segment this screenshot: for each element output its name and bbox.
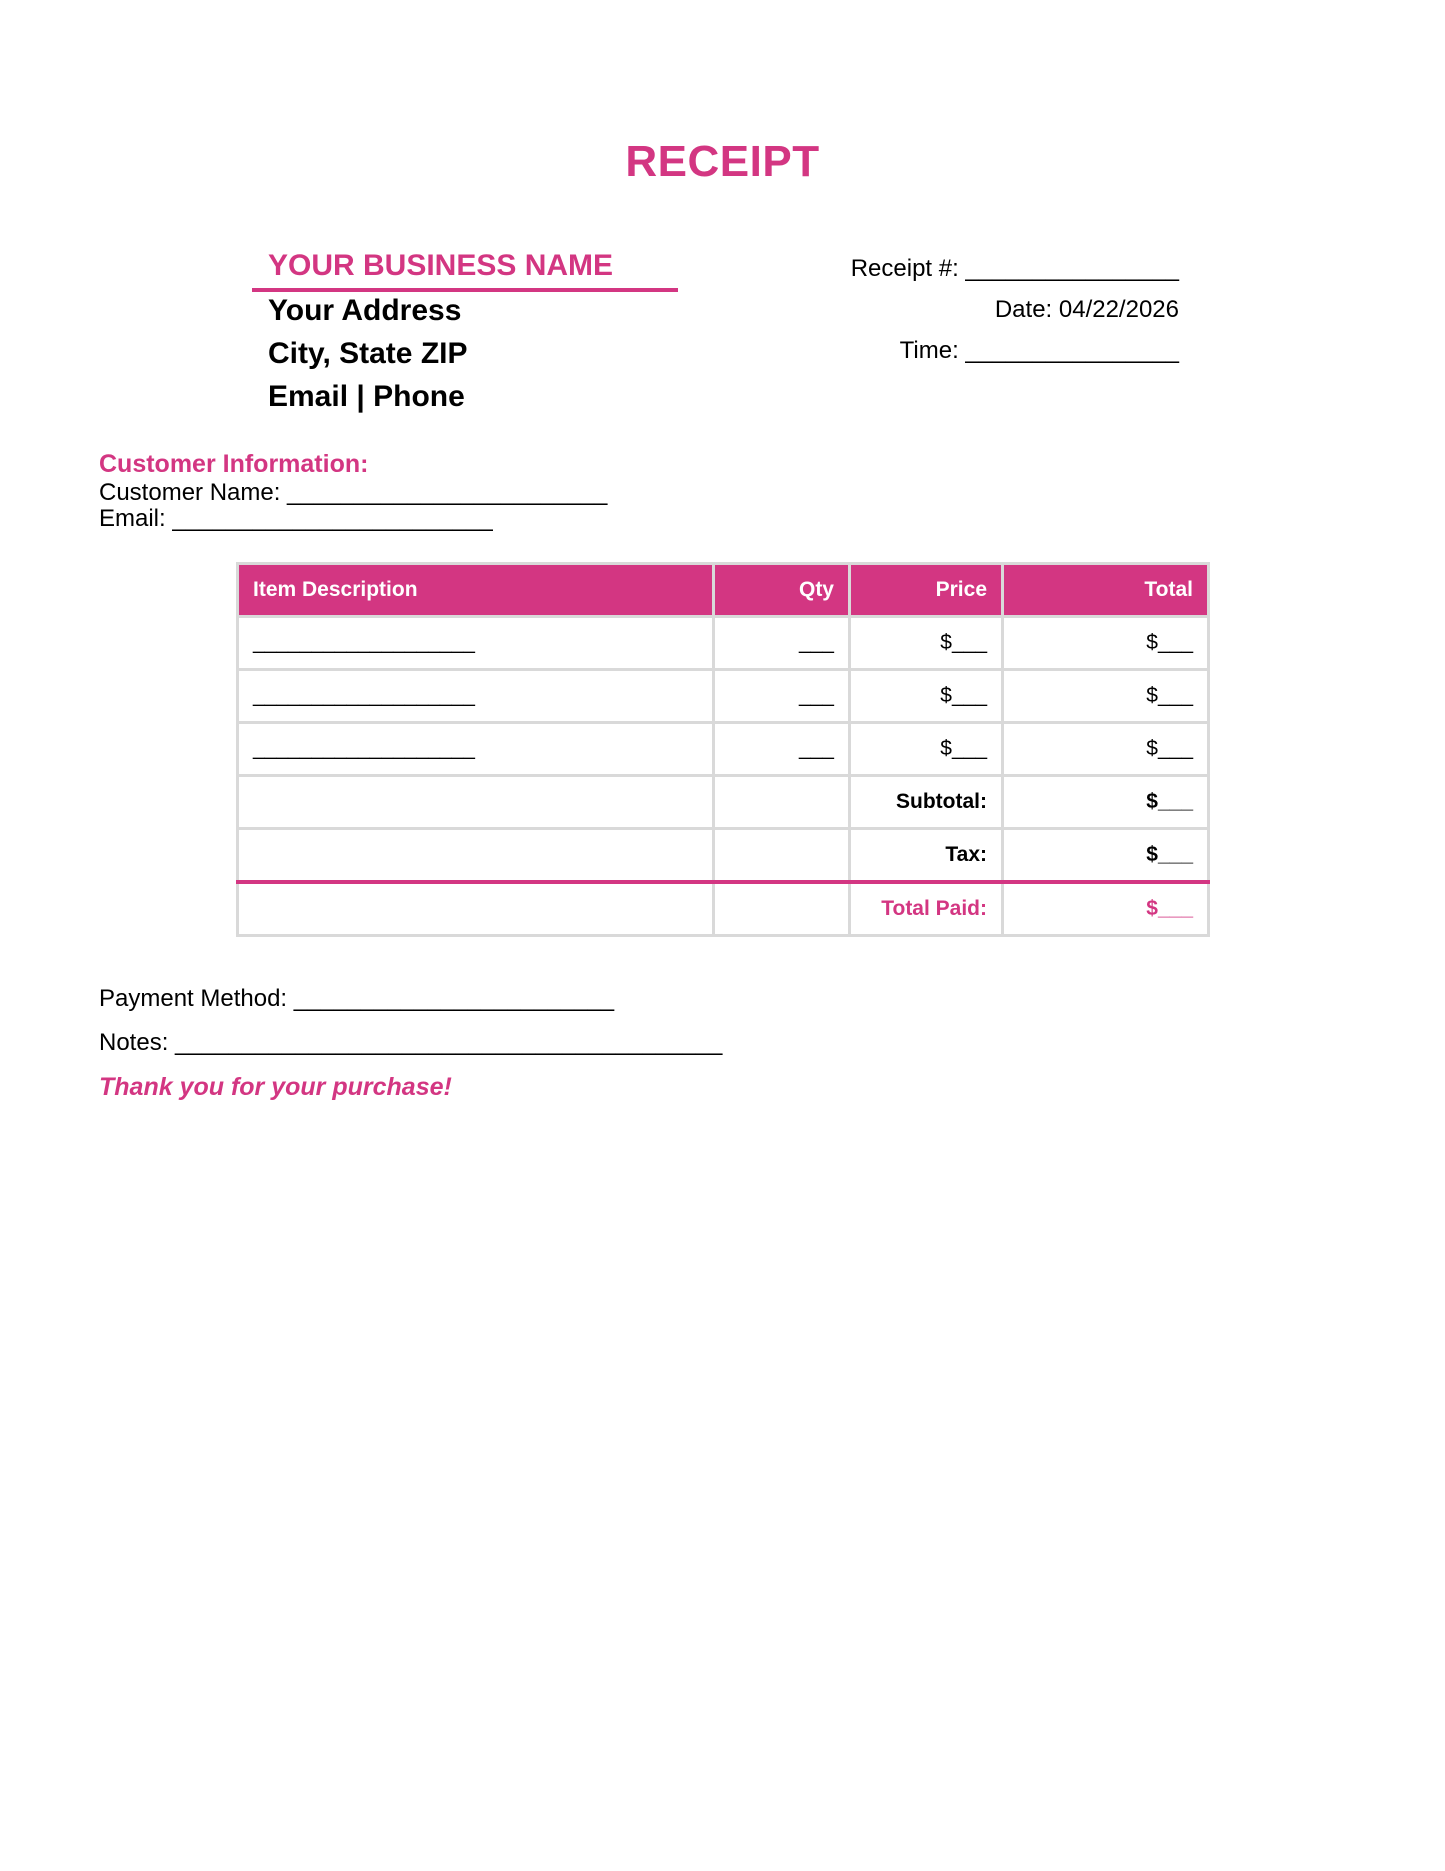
business-city-state-zip: City, State ZIP (268, 337, 468, 370)
item-qty-cell: ___ (714, 670, 850, 723)
receipt-date: Date: 04/22/2026 (994, 296, 1179, 323)
item-price-cell: $___ (850, 617, 1003, 670)
item-description-cell: ___________________ (238, 723, 714, 776)
receipt-number-field: Receipt #: ________________ (850, 255, 1179, 282)
business-contact: Email | Phone (268, 380, 465, 413)
receipt-title: RECEIPT (625, 137, 820, 186)
item-total-cell: $___ (1003, 723, 1209, 776)
business-address: Your Address (268, 294, 462, 327)
total-paid-row (238, 882, 1209, 936)
customer-name-field: Customer Name: ________________________ (99, 479, 608, 506)
business-name-underline (252, 288, 678, 292)
subtotal-value: $___ (1003, 776, 1209, 829)
tax-row (238, 829, 1209, 883)
subtotal-label: Subtotal: (850, 776, 1003, 829)
table-row (238, 723, 1209, 776)
table-row (238, 617, 1209, 670)
total-paid-label: Total Paid: (850, 882, 1003, 936)
payment-method-field: Payment Method: ________________________ (99, 985, 615, 1012)
items-table (236, 562, 1210, 937)
total-paid-value: $___ (1003, 882, 1209, 936)
empty-cell (714, 882, 850, 936)
item-qty-cell: ___ (714, 723, 850, 776)
notes-field: Notes: _________________________________________ (99, 1029, 723, 1056)
item-description-cell: ___________________ (238, 670, 714, 723)
item-price-cell: $___ (850, 670, 1003, 723)
customer-info-heading: Customer Information: (99, 450, 369, 478)
empty-cell (714, 829, 850, 883)
table-row (238, 670, 1209, 723)
tax-value: $___ (1003, 829, 1209, 883)
empty-cell (238, 776, 714, 829)
empty-cell (714, 776, 850, 829)
items-header-row (238, 564, 1209, 617)
header-item-description: Item Description (238, 564, 714, 617)
item-total-cell: $___ (1003, 617, 1209, 670)
tax-label: Tax: (850, 829, 1003, 883)
empty-cell (238, 882, 714, 936)
item-qty-cell: ___ (714, 617, 850, 670)
receipt-time-field: Time: ________________ (899, 337, 1179, 364)
header-price: Price (850, 564, 1003, 617)
header-total: Total (1003, 564, 1209, 617)
item-total-cell: $___ (1003, 670, 1209, 723)
item-price-cell: $___ (850, 723, 1003, 776)
header-qty: Qty (714, 564, 850, 617)
thank-you-message: Thank you for your purchase! (99, 1073, 452, 1101)
item-description-cell: ___________________ (238, 617, 714, 670)
subtotal-row (238, 776, 1209, 829)
business-name: YOUR BUSINESS NAME (268, 249, 614, 282)
empty-cell (238, 829, 714, 883)
customer-email-field: Email: ________________________ (99, 505, 493, 532)
